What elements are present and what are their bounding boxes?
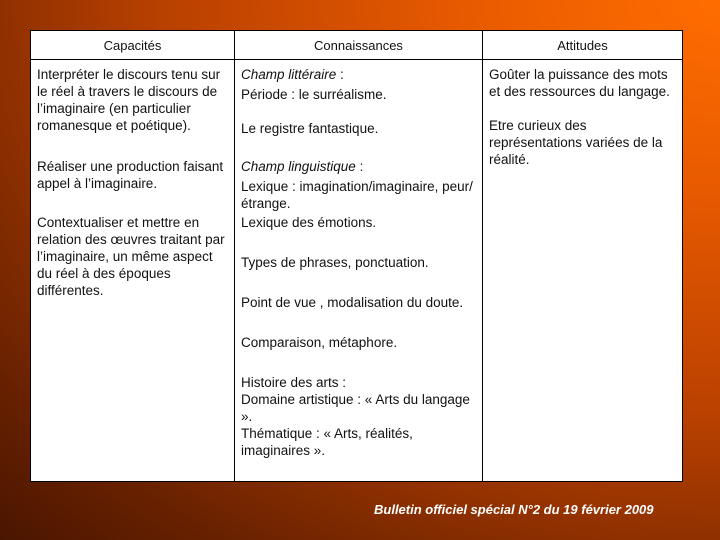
programme-table (30, 30, 683, 482)
histoire-des-arts: Histoire des arts : (241, 375, 347, 390)
capacite-realiser: Réaliser une production faisant appel à l’imaginaire. (37, 159, 224, 191)
attitude-curieux: Etre curieux des représentations variées de la réalité. (489, 118, 663, 167)
attitudes-cell (483, 60, 683, 482)
attitude-gouter: Goûter la puissance des mots et des ressources du langage. (489, 67, 670, 99)
lexique-emotions: Lexique des émotions. (241, 215, 377, 230)
point-de-vue: Point de vue , modalisation du doute. (241, 295, 464, 310)
champ-linguistique-suffix: : (355, 159, 364, 174)
champ-linguistique (241, 158, 477, 175)
capacite-contextualiser: Contextualiser et mettre en relation des œuvres traitant par l’imaginaire, un même aspect du réel à des époques différentes. (37, 215, 225, 298)
content-row (31, 60, 683, 482)
capacites-cell (31, 60, 235, 482)
header-row (31, 31, 683, 60)
registre: Le registre fantastique. (241, 121, 379, 136)
header-capacites: Capacités (31, 31, 235, 60)
source-citation: Bulletin officiel spécial N°2 du 19 février 2009 (374, 502, 654, 517)
connaissances-cell (235, 60, 483, 482)
periode: Période : le surréalisme. (241, 87, 387, 102)
champ-linguistique-label: Champ linguistique (241, 159, 356, 174)
lexique-imagination: Lexique : imagination/imaginaire, peur/étrange. (241, 179, 473, 211)
champ-litteraire-suffix: : (336, 67, 344, 82)
comparaison: Comparaison, métaphore. (241, 335, 398, 350)
domaine-artistique: Domaine artistique : « Arts du langage ». (241, 392, 470, 424)
types-phrases: Types de phrases, ponctuation. (241, 255, 429, 270)
capacite-interpreter: Interpréter le discours tenu sur le réel à travers le discours de l’imaginaire (en particulier romanesque et poétique). (37, 67, 221, 133)
header-connaissances: Connaissances (235, 31, 483, 60)
champ-litteraire (241, 66, 477, 83)
thematique: Thématique : « Arts, réalités, imaginaires ». (241, 426, 413, 458)
champ-litteraire-label: Champ littéraire (241, 67, 337, 82)
header-attitudes: Attitudes (483, 31, 683, 60)
